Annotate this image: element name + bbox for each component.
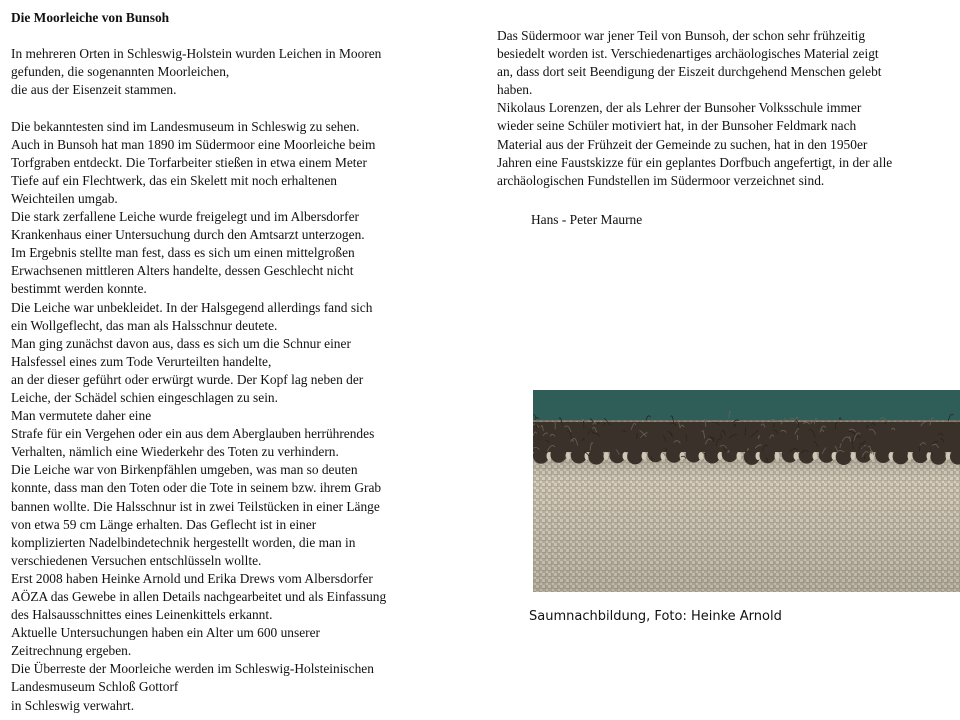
text-line: Strafe für ein Vergehen oder ein aus dem Aberglauben herrührendes: [11, 426, 375, 442]
linen-gap: [642, 452, 647, 460]
main-paragraph: [11, 118, 451, 715]
linen-gap: [851, 452, 856, 460]
text-line: Man ging zunächst davon aus, dass es sich um die Schnur einer: [11, 335, 351, 351]
text-line: Die Leiche war von Birkenpfählen umgeben, was man so deuten: [11, 462, 358, 478]
fabric-hem-photo: [533, 390, 960, 592]
wool-stitch: [893, 448, 909, 464]
text-line: komplizierten Nadelbindetechnik hergestellt worden, die man in: [11, 534, 356, 550]
wool-stitch: [571, 448, 587, 464]
text-line: Die Überreste der Moorleiche werden im Schleswig-Holsteinischen: [11, 661, 374, 677]
linen-gap: [718, 452, 723, 460]
linen-gap: [813, 452, 818, 460]
text-line: In mehreren Orten in Schleswig-Holstein wurden Leichen in Mooren: [11, 46, 382, 62]
text-line: haben.: [497, 82, 533, 98]
text-line: Halsfessel eines zum Tode Verurteilten handelte,: [11, 353, 272, 369]
article-title: Die Moorleiche von Bunsoh: [11, 10, 170, 25]
linen-gap: [623, 452, 628, 460]
text-line: Erst 2008 haben Heinke Arnold und Erika Drews vom Albersdorfer: [11, 570, 373, 586]
wool-stitch: [666, 447, 682, 463]
intro-paragraph: [11, 45, 451, 99]
text-line: ein Wollgeflecht, das man als Halsschnur deutete.: [11, 317, 278, 333]
fabric-hem-image: [533, 390, 960, 592]
linen-gap: [604, 452, 609, 460]
photo-caption: Saumnachbildung, Foto: Heinke Arnold: [529, 609, 782, 624]
text-line: Zeitrechnung ergeben.: [11, 643, 132, 659]
text-line: Krankenhaus einer Untersuchung durch den Amtsarzt unterzogen.: [11, 227, 365, 243]
linen-gap: [775, 452, 780, 460]
text-line: Die Leiche war unbekleidet. In der Halsgegend allerdings fand sich: [11, 299, 373, 315]
wool-stitch: [856, 447, 872, 463]
text-line: in Schleswig verwahrt.: [11, 697, 135, 713]
paragraph-gap: [11, 99, 451, 117]
text-line: Aktuelle Untersuchungen haben ein Alter um 600 unserer: [11, 625, 321, 641]
wool-stitch: [722, 446, 738, 462]
linen-gap: [737, 452, 742, 460]
text-line: Verhalten, nämlich eine Wiederkehr des Toten zu verhindern.: [11, 444, 339, 460]
text-line: bestimmt werden konnte.: [11, 281, 147, 297]
wool-stitch: [912, 447, 928, 463]
text-line: Die stark zerfallene Leiche wurde freigelegt und im Albersdorfer: [11, 209, 359, 225]
linen-gap: [794, 452, 799, 460]
left-column: [11, 9, 451, 715]
text-line: bannen wollte. Die Halsschnur ist in zwei Teilstücken in einer Länge: [11, 498, 380, 514]
text-line: verschiedenen Versuchen entschlüsseln wollte.: [11, 552, 262, 568]
right-column: [497, 27, 957, 190]
text-line: AÖZA das Gewebe in allen Details nachgearbeitet und als Einfassung: [11, 589, 387, 604]
text-line: des Halsausschnittes eines Leinenkittels erkannt.: [11, 607, 273, 623]
text-line: Leiche, der Schädel schien eingeschlagen zu sein.: [11, 389, 278, 405]
linen-gap: [908, 452, 913, 460]
wool-stitch: [627, 448, 643, 464]
text-line: archäologischen Fundstellen im Südermoor verzeichnet sind.: [497, 172, 825, 188]
linen-gap: [870, 452, 875, 460]
wool-stitch: [550, 447, 566, 463]
text-line: Man vermutete daher eine: [11, 408, 152, 424]
wool-band: [533, 422, 960, 452]
text-line: von etwa 59 cm Länge erhalten. Das Geflecht ist in einer: [11, 516, 317, 532]
text-line: Material aus der Frühzeit der Gemeinde zu suchen, hat in den 1950er: [497, 136, 868, 152]
linen-gap: [946, 452, 951, 460]
text-line: Die bekanntesten sind im Landesmuseum in Schleswig zu sehen.: [11, 118, 360, 134]
text-line: an, dass dort seit Beendigung der Eiszeit durchgehend Menschen gelebt: [497, 64, 882, 80]
wool-stitch: [588, 449, 604, 465]
text-line: Tiefe auf ein Flechtwerk, das ein Skelett mit noch erhaltenen: [11, 172, 337, 188]
wool-stitch: [799, 448, 815, 464]
text-line: Im Ergebnis stellte man fest, dass es sich um einen mittelgroßen: [11, 245, 355, 261]
text-line: Landesmuseum Schloß Gottorf: [11, 679, 179, 695]
text-line: Weichteilen umgab.: [11, 190, 118, 206]
author-name: Hans - Peter Maurne: [531, 212, 643, 227]
text-line: Torfgraben entdeckt. Die Torfarbeiter stießen in etwa einem Meter: [11, 154, 367, 170]
wool-fibre: [666, 449, 667, 451]
text-line: besiedelt worden ist. Verschiedenartiges archäologisches Material zeigt: [497, 46, 879, 62]
text-line: gefunden, die sogenannten Moorleichen,: [11, 64, 230, 80]
text-line: Das Südermoor war jener Teil von Bunsoh, der schon sehr frühzeitig: [497, 28, 866, 43]
text-line: Jahren eine Faustskizze für ein geplantes Dorfbuch angefertigt, in der alle: [497, 154, 893, 170]
text-line: Nikolaus Lorenzen, der als Lehrer der Bunsoher Volksschule immer: [497, 100, 862, 116]
wool-stitch: [930, 449, 946, 465]
text-line: die aus der Eisenzeit stammen.: [11, 82, 177, 98]
text-line: Erwachsenen mittleren Alters handelte, dessen Geschlecht nicht: [11, 263, 354, 279]
text-line: Auch in Bunsoh hat man 1890 im Südermoor eine Moorleiche beim: [11, 136, 376, 152]
paragraph-gap: [11, 27, 451, 45]
text-line: konnte, dass man den Toten oder die Tote in seinem bzw. ihrem Grab: [11, 480, 382, 496]
text-line: wieder seine Schüler motiviert hat, in der Bunsoher Feldmark nach: [497, 118, 857, 134]
text-line: an der dieser geführt oder erwürgt wurde. Der Kopf lag neben der: [11, 371, 364, 387]
